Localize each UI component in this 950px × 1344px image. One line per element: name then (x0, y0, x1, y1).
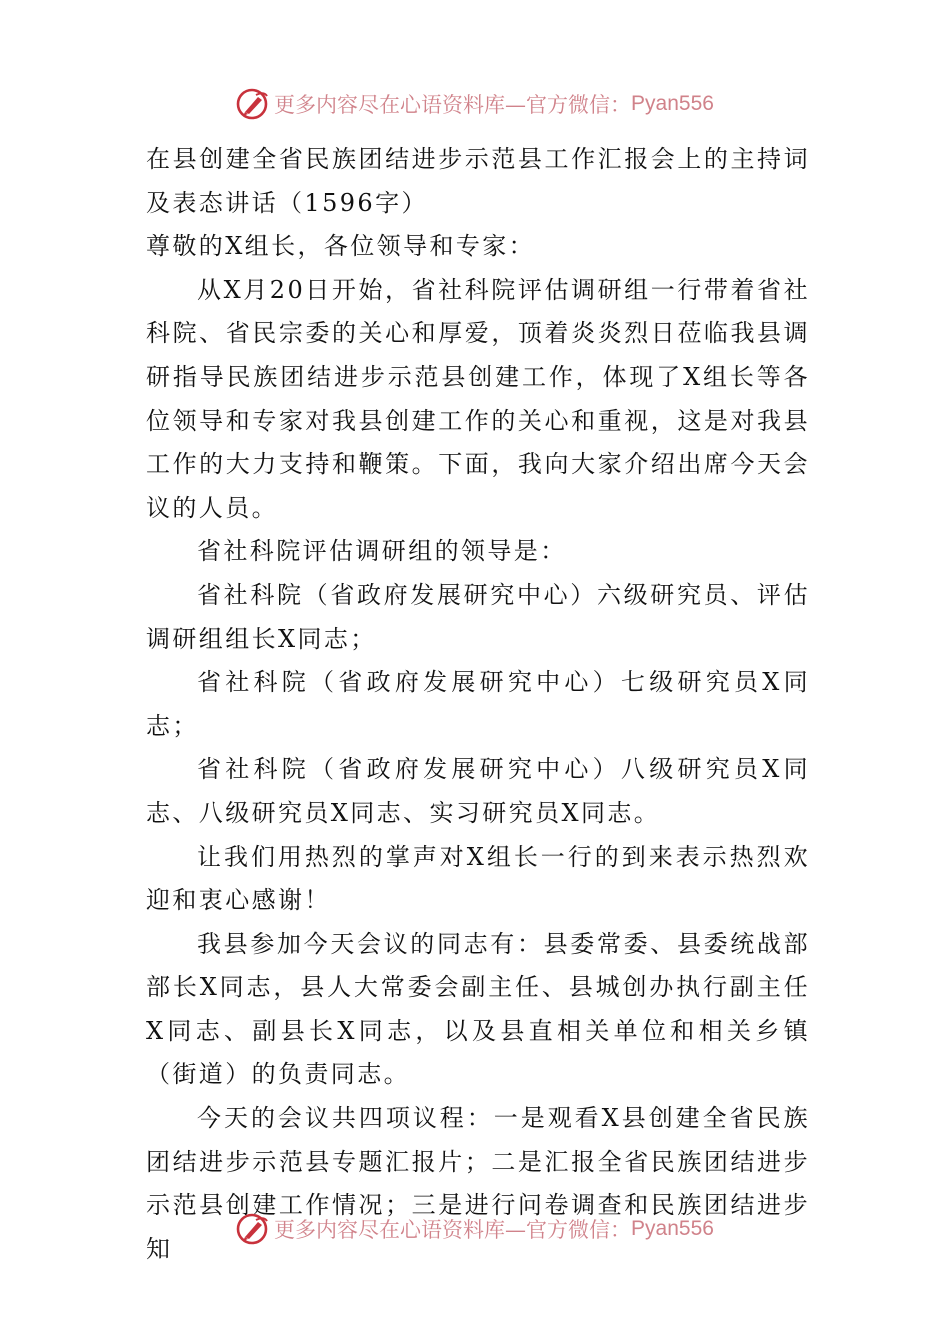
header-banner (0, 84, 950, 124)
paragraph: 省社科院评估调研组的领导是： (197, 537, 567, 566)
paragraph: 省社科院（省政府发展研究中心）六级研究员、评估调研组组长X同志； (146, 580, 810, 653)
document-body (146, 138, 810, 1271)
document-title: 在县创建全省民族团结进步示范县工作汇报会上的主持词及表态讲话（1596字） (146, 145, 810, 217)
salutation: 尊敬的X组长，各位领导和专家： (146, 232, 536, 261)
paragraph: 省社科院（省政府发展研究中心）八级研究员X同志、八级研究员X同志、实习研究员X同志。 (146, 755, 810, 827)
banner-wechat-id: Pyan556 (631, 1217, 714, 1240)
paragraph: 省社科院（省政府发展研究中心）七级研究员X同志； (146, 668, 810, 740)
paragraph: 从X月20日开始，省社科院评估调研组一行带着省社科院、省民宗委的关心和厚爱，顶着炎炎烈日莅临我县调研指导民族团结进步示范县创建工作，体现了X组长等各位领导和专家对我县创建工作的关心和重视，这是对我县工作的大力支持和鞭策。下面，我向大家介绍出席今天会议的人员。 (146, 275, 810, 522)
pen-logo-icon (236, 87, 270, 121)
pen-logo-icon (236, 1212, 270, 1246)
footer-banner (0, 1209, 950, 1249)
banner-wechat-id: Pyan556 (631, 92, 714, 115)
banner-text: 更多内容尽在心语资料库—官方微信： (274, 93, 632, 117)
paragraph: 我县参加今天会议的同志有：县委常委、县委统战部部长X同志，县人大常委会副主任、县城创办执行副主任X同志、副县长X同志，以及县直相关单位和相关乡镇（街道）的负责同志。 (146, 929, 810, 1089)
banner-text: 更多内容尽在心语资料库—官方微信： (274, 1218, 632, 1242)
paragraph: 今天的会议共四项议程：一是观看X县创建全省民族团结进步示范县专题汇报片；二是汇报全省民族团结进步示范县创建工作情况；三是进行问卷调查和民族团结进步知 (146, 1104, 810, 1263)
paragraph: 让我们用热烈的掌声对X组长一行的到来表示热烈欢迎和衷心感谢！ (146, 842, 810, 915)
